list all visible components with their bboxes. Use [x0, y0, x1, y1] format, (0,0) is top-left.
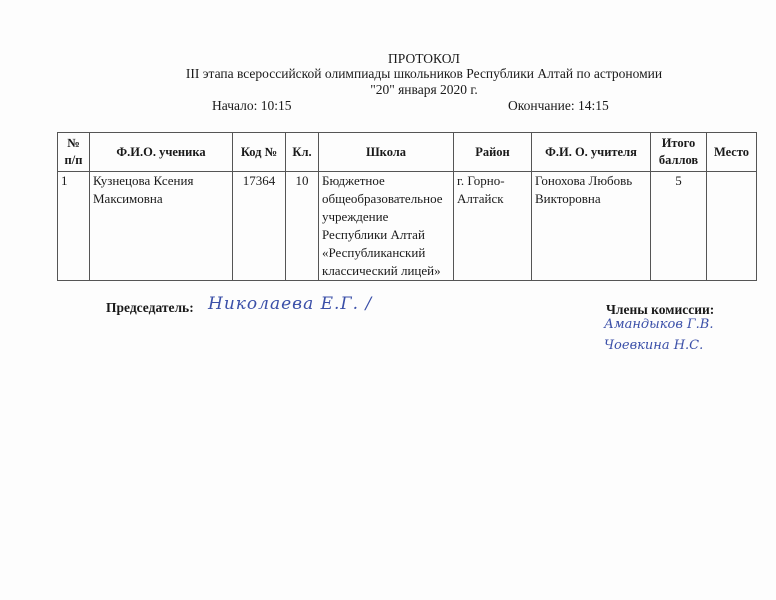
col-code: Код №: [233, 133, 286, 172]
start-time: Начало: 10:15: [212, 98, 292, 113]
cell-score: 5: [651, 172, 707, 281]
cell-district: г. Горно-Алтайск: [454, 172, 532, 281]
member-signature-1: Амандыков Г.В.: [604, 317, 714, 332]
cell-place: [707, 172, 757, 281]
document-subtitle: III этапа всероссийской олимпиады школьников Республики Алтай по астрономии: [185, 66, 663, 81]
cell-school: Бюджетное общеобразовательное учреждение Республики Алтай «Республиканский классический лицей»: [319, 172, 454, 281]
col-num: № п/п: [58, 133, 90, 172]
col-district: Район: [454, 133, 532, 172]
document-title: ПРОТОКОЛ: [388, 51, 460, 66]
chair-signature: Николаева Е.Г. /: [208, 294, 373, 314]
chair-label: Председатель:: [106, 300, 194, 315]
member-signature-2: Чоевкина Н.С.: [604, 338, 704, 353]
cell-grade: 10: [286, 172, 319, 281]
cell-num: 1: [58, 172, 90, 281]
col-school: Школа: [319, 133, 454, 172]
document-date: "20" января 2020 г.: [370, 82, 478, 97]
cell-code: 17364: [233, 172, 286, 281]
col-name: Ф.И.О. ученика: [90, 133, 233, 172]
results-table: [57, 132, 757, 281]
col-grade: Кл.: [286, 133, 319, 172]
col-teacher: Ф.И. О. учителя: [532, 133, 651, 172]
table-header-row: [58, 133, 757, 172]
cell-teacher: Гонохова Любовь Викторовна: [532, 172, 651, 281]
table-row: [58, 172, 757, 281]
members-label: Члены комиссии:: [606, 302, 715, 317]
col-place: Место: [707, 133, 757, 172]
end-time: Окончание: 14:15: [508, 98, 609, 113]
col-score: Итого баллов: [651, 133, 707, 172]
cell-name: Кузнецова Ксения Максимовна: [90, 172, 233, 281]
